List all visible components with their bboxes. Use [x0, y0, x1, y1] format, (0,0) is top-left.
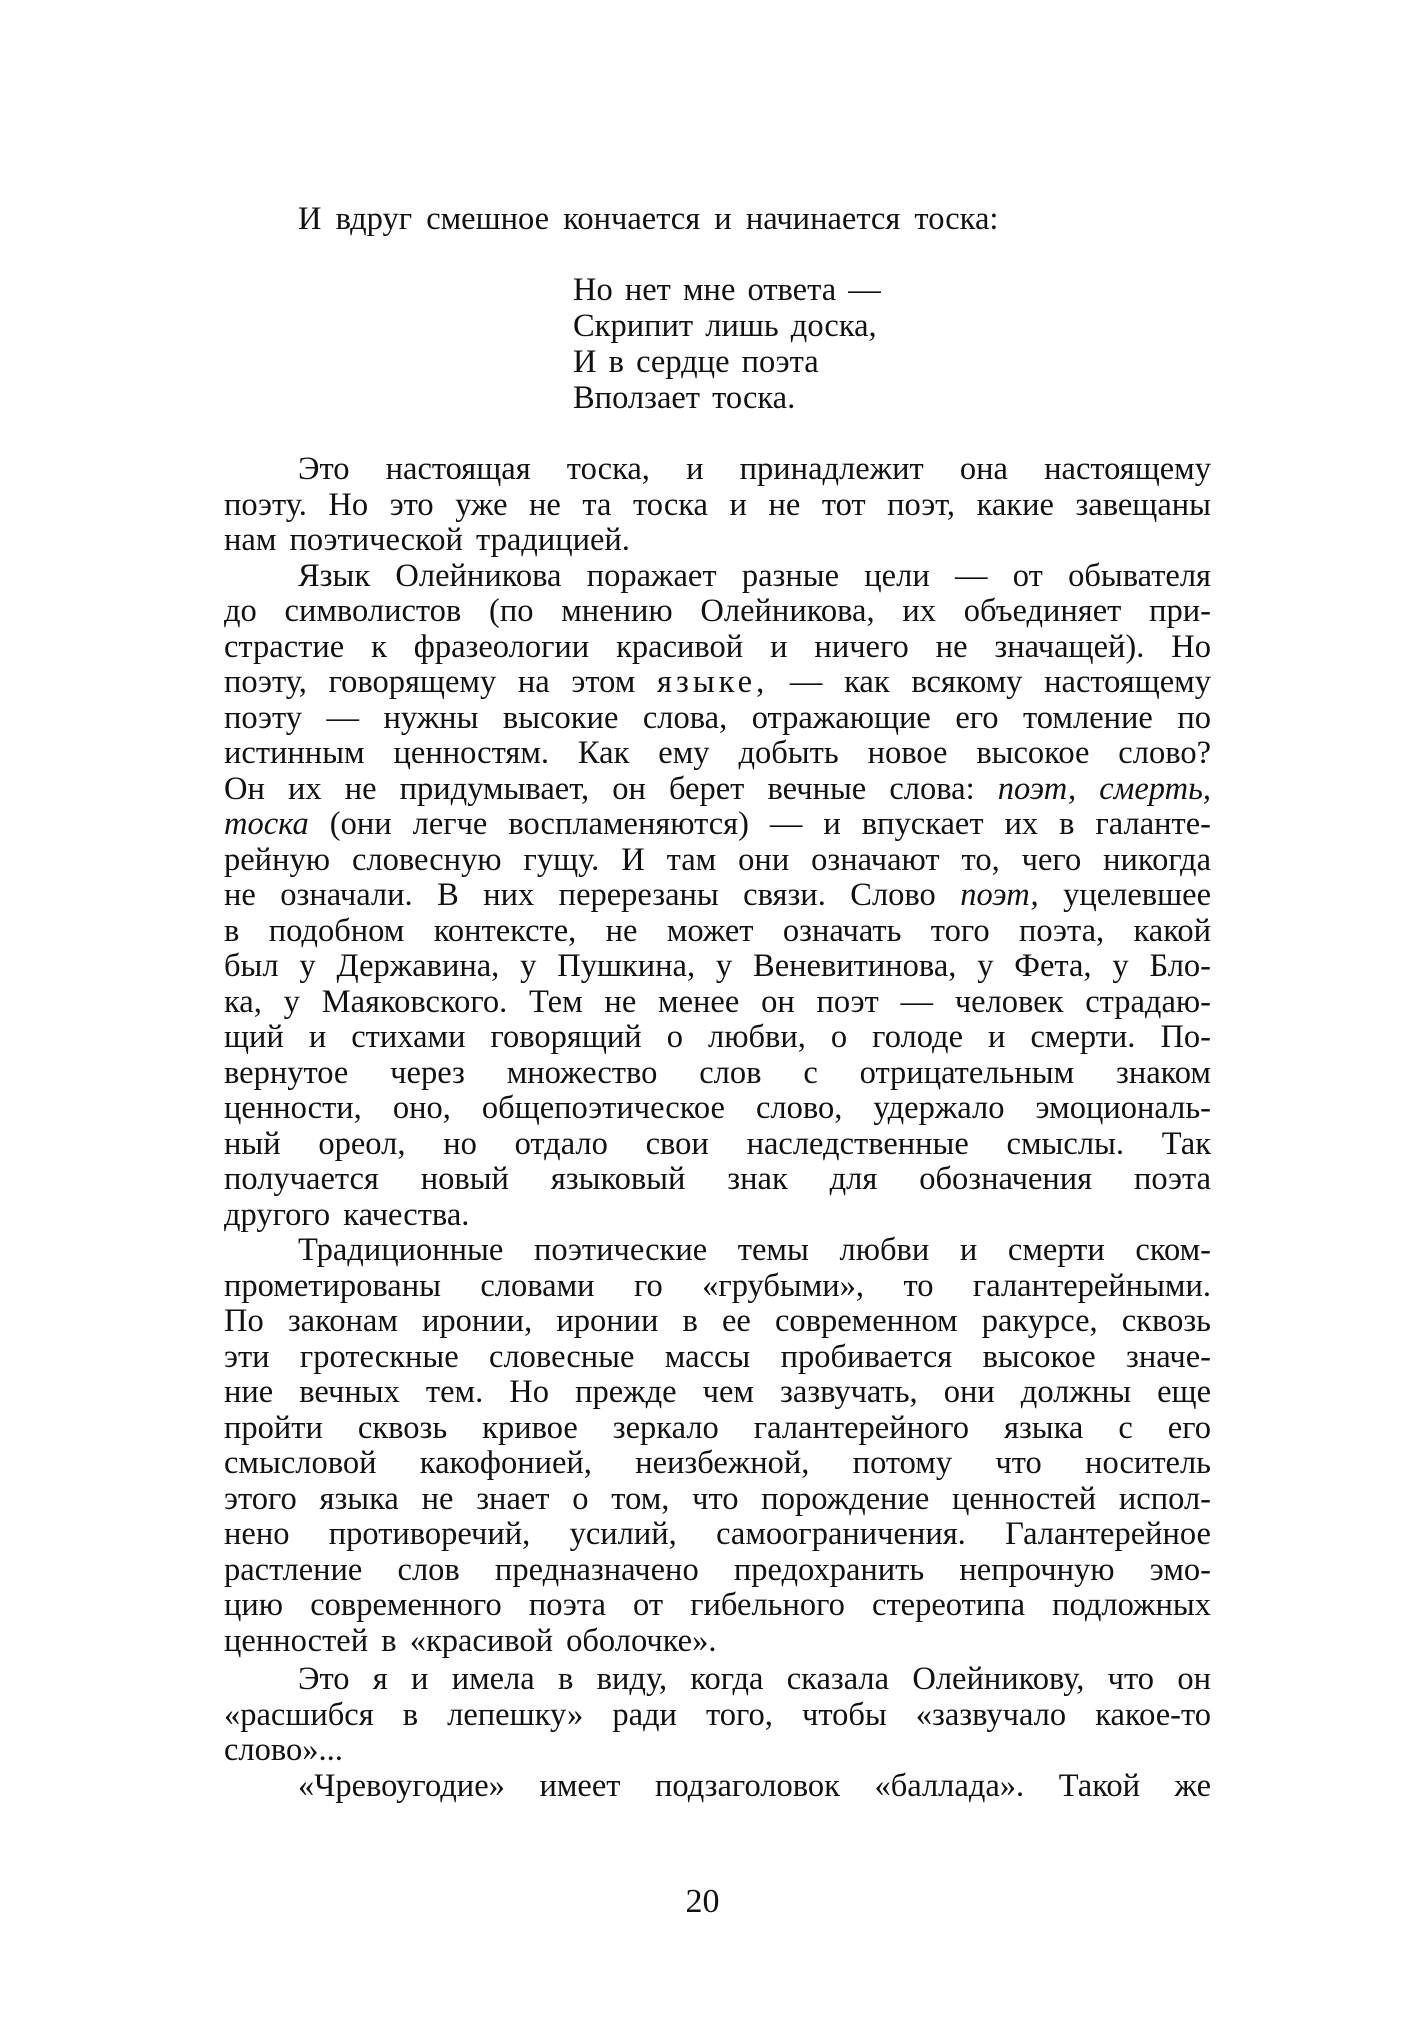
text-line: Это настоящая тоска, и принадлежит она настоящему: [298, 451, 1211, 487]
text-line: истинным ценностям. Как ему добыть новое высокое слово?: [224, 735, 1211, 771]
text-line: другого качества.: [224, 1197, 470, 1233]
text-line: [224, 806, 1211, 842]
text-line: Это я и имела в виду, когда сказала Олейникову, что он: [298, 1661, 1211, 1697]
text-line: ценности, оно, общепоэтическое слово, удержало эмоциональ-: [224, 1090, 1211, 1126]
text-line: «Чревоугодие» имеет подзаголовок «баллада». Такой же: [298, 1768, 1211, 1804]
text-line: этого языка не знает о том, что порождение ценностей испол-: [224, 1481, 1211, 1517]
verse-line: Вползает тоска.: [573, 380, 796, 416]
text-line: вернутое через множество слов с отрицательным знаком: [224, 1055, 1211, 1091]
text-line: «расшибся в лепешку» ради того, чтобы «зазвучало какое-то: [224, 1697, 1211, 1733]
text-line: до символистов (по мнению Олейникова, их объединяет при-: [224, 593, 1211, 629]
text-line: рейную словесную гущу. И там они означают то, чего никогда: [224, 842, 1211, 878]
spaced-word: языке,: [657, 664, 769, 700]
text-line: [224, 877, 1211, 913]
text-line: ние вечных тем. Но прежде чем зазвучать, они должны еще: [224, 1374, 1211, 1410]
text-line: поэту — нужны высокие слова, отражающие его томление по: [224, 700, 1211, 736]
text-fragment: не означали. В них перерезаны связи. Слово: [224, 877, 961, 913]
text-fragment: — как всякому настоящему: [768, 664, 1212, 700]
text-line: Язык Олейникова поражает разные цели — от обывателя: [298, 558, 1211, 594]
text-line: эти гротескные словесные массы пробивается высокое значе-: [224, 1339, 1211, 1375]
italic-words: поэт, смерть,: [997, 771, 1212, 807]
text-line: пройти сквозь кривое зеркало галантерейного языка с его: [224, 1410, 1211, 1446]
text-line: страстие к фразеологии красивой и ничего не значащей). Но: [224, 629, 1211, 665]
text-line: смысловой какофонией, неизбежной, потому что носитель: [224, 1445, 1211, 1481]
text-line: цию современного поэта от гибельного стереотипа подложных: [224, 1587, 1211, 1623]
text-line: щий и стихами говорящий о любви, о голоде и смерти. По-: [224, 1019, 1211, 1055]
text-fragment: (они легче воспламеняются) — и впускает их в галанте-: [308, 806, 1211, 842]
text-line: слово»...: [224, 1732, 343, 1768]
italic-word: поэт,: [960, 877, 1039, 913]
text-line: был у Державина, у Пушкина, у Веневитинова, у Фета, у Бло-: [224, 948, 1211, 984]
text-line: растление слов предназначено предохранить непрочную эмо-: [224, 1552, 1211, 1588]
text-line: Традиционные поэтические темы любви и смерти ском-: [298, 1232, 1211, 1268]
text-line: ка, у Маяковского. Тем не менее он поэт — человек страдаю-: [224, 984, 1211, 1020]
text-line: [224, 664, 1211, 700]
text-line: в подобном контексте, не может означать того поэта, какой: [224, 913, 1211, 949]
verse-line: Но нет мне ответа —: [573, 272, 881, 308]
text-fragment: поэту, говорящему на этом: [224, 664, 658, 700]
text-line: По законам иронии, иронии в ее современном ракурсе, сквозь: [224, 1303, 1211, 1339]
text-line: ценностей в «красивой оболочке».: [224, 1623, 717, 1659]
text-line: [224, 771, 1211, 807]
text-line: поэту. Но это уже не та тоска и не тот поэт, какие завещаны: [224, 487, 1211, 523]
verse-line: И в сердце поэта: [573, 344, 819, 380]
text-line: нено противоречий, усилий, самоограничения. Галантерейное: [224, 1516, 1211, 1552]
text-fragment: уцелевшее: [1038, 877, 1211, 913]
page-number: 20: [685, 1883, 720, 1920]
text-fragment: Он их не придумывает, он берет вечные слова:: [224, 771, 998, 807]
verse-line: Скрипит лишь доска,: [573, 308, 877, 344]
text-line: нам поэтической традицией.: [224, 522, 630, 558]
intro-line: И вдруг смешное кончается и начинается тоска:: [298, 201, 999, 237]
text-line: ный ореол, но отдало свои наследственные смыслы. Так: [224, 1126, 1211, 1162]
text-line: прометированы словами го «грубыми», то галантерейными.: [224, 1268, 1211, 1304]
text-line: получается новый языковый знак для обозначения поэта: [224, 1161, 1211, 1197]
italic-word: тоска: [224, 806, 309, 842]
